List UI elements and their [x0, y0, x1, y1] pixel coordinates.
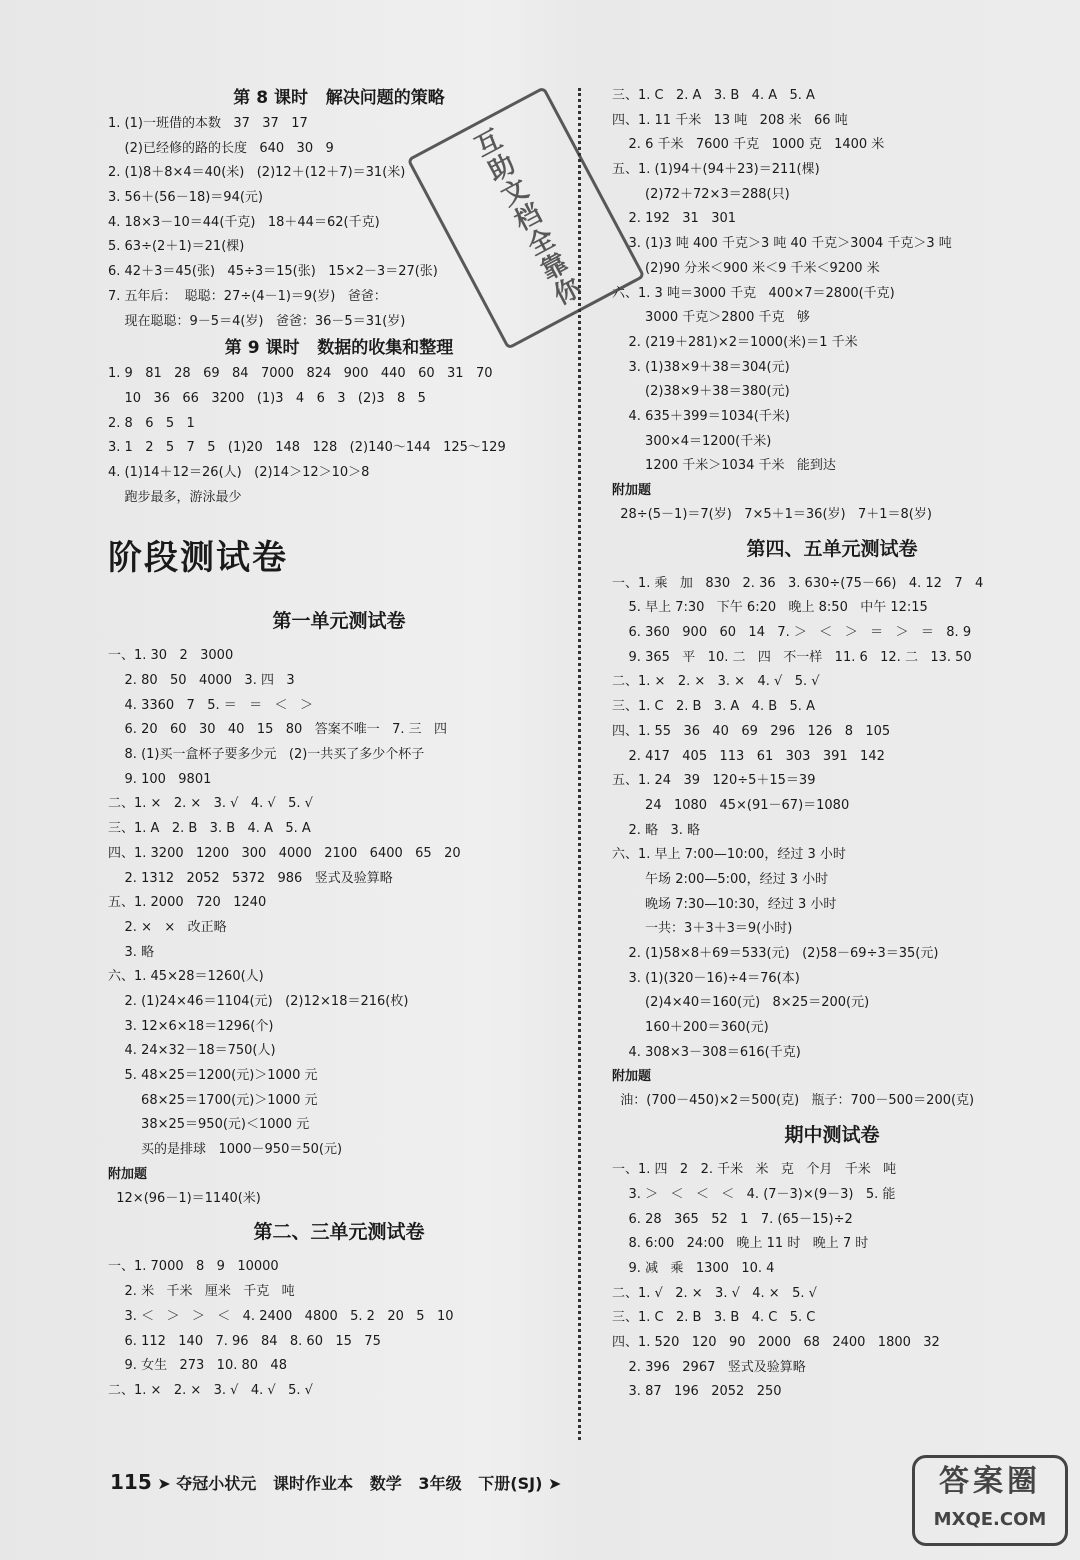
watermark-stamp: 互助文档全靠你 — [406, 86, 645, 350]
answer-line: 晚场 7:30—10:30，经过 3 小时 — [612, 896, 837, 912]
answer-line: 3. ＜ ＞ ＞ ＜ 4. 2400 4800 5. 2 20 5 10 — [108, 1308, 454, 1324]
answer-line: 1. 9 81 28 69 84 7000 824 900 440 60 31 70 — [108, 366, 493, 382]
answer-line: 3. 1 2 5 7 5 (1)20 148 128 (2)140～144 125～129 — [108, 440, 506, 456]
answer-line: 2. 1312 2052 5372 986 竖式及验算略 — [108, 870, 393, 886]
answer-line: 2. 8 6 5 1 — [108, 415, 195, 431]
answer-line: 2. (219＋281)×2＝1000(米)＝1 千米 — [612, 334, 858, 350]
lesson9-answers — [108, 362, 570, 510]
answer-line: 四、1. 55 36 40 69 296 126 8 105 — [612, 723, 891, 739]
answer-line: 3. (1)(320－16)÷4＝76(本) — [612, 970, 800, 986]
answer-line: 7. 五年后： 聪聪：27÷(4－1)＝9(岁) 爸爸： — [108, 288, 387, 304]
unit1-extra-label: 附加题 — [108, 1166, 148, 1182]
answer-line: 9. 365 平 10. 二 四 不一样 11. 6 12. 二 13. 50 — [612, 649, 972, 665]
answer-line: 9. 100 9801 — [108, 771, 212, 787]
answer-line: 2. × × 改正略 — [108, 919, 227, 935]
midterm-answers — [612, 1158, 1052, 1405]
answer-line: 二、1. × 2. × 3. √ 4. √ 5. √ — [108, 1382, 313, 1398]
answer-line: 10 36 66 3200 (1)3 4 6 3 (2)3 8 5 — [108, 390, 426, 406]
answer-line: 4. 308×3－308＝616(千克) — [612, 1044, 801, 1060]
book-title: ➤ 夺冠小状元 课时作业本 数学 3年级 下册(SJ) ➤ — [151, 1474, 562, 1493]
answer-line: 六、1. 45×28＝1260(人) — [108, 969, 264, 985]
answer-line: 3. 略 — [108, 944, 155, 960]
answer-line: 5. 63÷(2＋1)＝21(棵) — [108, 239, 245, 255]
answer-line: 2. 略 3. 略 — [612, 822, 700, 838]
answer-line: 2. 417 405 113 61 303 391 142 — [612, 748, 885, 764]
answer-line: 4. 18×3－10＝44(千克) 18＋44＝62(千克) — [108, 214, 380, 230]
answer-line: 4. 635＋399＝1034(千米) — [612, 408, 790, 424]
answer-line: 4. 3360 7 5. ＝ ＝ ＜ ＞ — [108, 697, 313, 713]
answer-line: 1. (1)一班借的本数 37 37 17 — [108, 116, 308, 131]
answer-line: 8. (1)买一盒杯子要多少元 (2)一共买了多少个杯子 — [108, 747, 425, 763]
answer-line: 2. 396 2967 竖式及验算略 — [612, 1359, 806, 1375]
unit45-title: 第四、五单元测试卷 — [746, 537, 918, 560]
answer-line: 24 1080 45×(91－67)＝1080 — [612, 797, 850, 813]
answer-line: 300×4＝1200(千米) — [612, 433, 772, 449]
midterm-title: 期中测试卷 — [784, 1124, 880, 1147]
answer-line: 二、1. × 2. × 3. × 4. √ 5. √ — [612, 674, 820, 690]
answer-line: 3. 56＋(56－18)＝94(元) — [108, 190, 263, 206]
answer-line: 9. 减 乘 1300 10. 4 — [612, 1260, 775, 1276]
answer-line: 六、1. 3 吨＝3000 千克 400×7＝2800(千克) — [612, 285, 895, 301]
answer-line: 二、1. × 2. × 3. √ 4. √ 5. √ — [108, 796, 313, 812]
unit23-continued — [612, 84, 1052, 479]
answer-line: 2. 80 50 4000 3. 四 3 — [108, 673, 295, 688]
answer-line: 三、1. C 2. B 3. A 4. B 5. A — [612, 699, 815, 715]
unit45-answers — [612, 572, 1052, 1066]
answer-line: (2)38×9＋38＝380(元) — [612, 384, 790, 400]
answer-line: 3. ＞ ＜ ＜ ＜ 4. (7－3)×(9－3) 5. 能 — [612, 1186, 896, 1202]
answer-line: 五、1. 2000 720 1240 — [108, 895, 267, 911]
answer-line: 3. (1)38×9＋38＝304(元) — [612, 359, 790, 375]
unit45-extra-label: 附加题 — [612, 1069, 652, 1085]
answer-line: 四、1. 520 120 90 2000 68 2400 1800 32 — [612, 1334, 940, 1350]
answer-line: 跑步最多，游泳最少 — [108, 489, 242, 505]
answer-line: (2)已经修的路的长度 640 30 9 — [108, 140, 334, 156]
unit23-extra: 28÷(5－1)＝7(岁) 7×5＋1＝36(岁) 7＋1＝8(岁) — [612, 507, 932, 522]
answer-line: 4. 24×32－18＝750(人) — [108, 1043, 276, 1059]
stage-test-title: 阶段测试卷 — [108, 538, 288, 579]
answer-line: 2. (1)8＋8×4＝40(米) (2)12＋(12＋7)＝31(米) — [108, 165, 406, 181]
answer-line: 2. 6 千米 7600 千克 1000 克 1400 米 — [612, 137, 885, 153]
answer-line: 2. (1)24×46＝1104(元) (2)12×18＝216(枚) — [108, 993, 409, 1009]
answer-line: 6. 42＋3＝45(张) 45÷3＝15(张) 15×2－3＝27(张) — [108, 264, 438, 280]
answer-line: 四、1. 11 千米 13 吨 208 米 66 吨 — [612, 112, 848, 128]
answer-line: 三、1. C 2. B 3. B 4. C 5. C — [612, 1310, 816, 1326]
answer-line: 38×25＝950(元)＜1000 元 — [108, 1117, 310, 1133]
answer-line: 68×25＝1700(元)＞1000 元 — [108, 1092, 318, 1108]
answer-line: 6. 20 60 30 40 15 80 答案不唯一 7. 三 四 — [108, 722, 448, 738]
answer-line: 160＋200＝360(元) — [612, 1020, 769, 1036]
site-logo — [912, 1455, 1068, 1546]
unit23-answers — [108, 1255, 570, 1403]
answer-line: 2. 192 31 301 — [612, 211, 737, 227]
lesson8-title: 第 8 课时 解决问题的策略 — [233, 88, 445, 108]
page-number: 115 — [110, 1470, 152, 1494]
answer-line: 6. 360 900 60 14 7. ＞ ＜ ＞ ＝ ＞ ＝ 8. 9 — [612, 625, 972, 641]
answer-line: 3. 12×6×18＝1296(个) — [108, 1018, 274, 1034]
unit1-extra: 12×(96－1)＝1140(米) — [108, 1190, 261, 1206]
answer-line: 2. 米 千米 厘米 千克 吨 — [108, 1284, 295, 1300]
answer-line: 3000 千克＞2800 千克 够 — [612, 310, 810, 326]
logo-text: 答案圈 — [939, 1464, 1041, 1499]
answer-line: (2)4×40＝160(元) 8×25＝200(元) — [612, 995, 870, 1011]
answer-line: 五、1. (1)94＋(94＋23)＝211(棵) — [612, 162, 820, 178]
answer-line: 六、1. 早上 7:00—10:00，经过 3 小时 — [612, 847, 846, 863]
answer-line: (2)90 分米＜900 米＜9 千米＜9200 米 — [612, 260, 880, 276]
answer-line: 五、1. 24 39 120÷5＋15＝39 — [612, 773, 816, 789]
answer-line: 午场 2:00—5:00，经过 3 小时 — [612, 871, 829, 887]
answer-line: 1200 千米＞1034 千米 能到达 — [612, 458, 836, 474]
answer-line: 一、1. 30 2 3000 — [108, 648, 234, 664]
answer-line: 一、1. 乘 加 830 2. 36 3. 630÷(75－66) 4. 12 7 4 — [612, 575, 984, 591]
unit1-title: 第一单元测试卷 — [272, 610, 406, 633]
answer-line: 9. 女生 273 10. 80 48 — [108, 1358, 287, 1374]
answer-line: 3. (1)3 吨 400 千克＞3 吨 40 千克＞3004 千克＞3 吨 — [612, 236, 952, 252]
answer-line: 4. (1)14＋12＝26(人) (2)14＞12＞10＞8 — [108, 464, 370, 480]
answer-line: 一共：3＋3＋3＝9(小时) — [612, 921, 793, 937]
answer-line: 买的是排球 1000－950＝50(元) — [108, 1142, 343, 1158]
answer-line: 二、1. √ 2. × 3. √ 4. × 5. √ — [612, 1285, 817, 1301]
right-column — [612, 84, 1052, 1405]
answer-line: 8. 6:00 24:00 晚上 11 时 晚上 7 时 — [612, 1236, 869, 1252]
answer-line: 一、1. 四 2 2. 千米 米 克 个月 千米 吨 — [612, 1162, 897, 1178]
answer-line: 一、1. 7000 8 9 10000 — [108, 1259, 279, 1275]
answer-line: 6. 112 140 7. 96 84 8. 60 15 75 — [108, 1333, 381, 1349]
unit23-extra-label: 附加题 — [612, 483, 652, 498]
lesson9-title: 第 9 课时 数据的收集和整理 — [224, 338, 454, 359]
answer-line: 现在聪聪：9－5＝4(岁) 爸爸：36－5＝31(岁) — [108, 313, 406, 329]
answer-line: 三、1. C 2. A 3. B 4. A 5. A — [612, 88, 815, 103]
answer-line: (2)72＋72×3＝288(只) — [612, 186, 790, 202]
answer-line: 2. (1)58×8＋69＝533(元) (2)58－69÷3＝35(元) — [612, 946, 939, 961]
unit45-extra: 油：(700－450)×2＝500(克) 瓶子：700－500＝200(克) — [612, 1093, 975, 1109]
answer-line: 5. 48×25＝1200(元)＞1000 元 — [108, 1068, 318, 1083]
answer-line: 3. 87 196 2052 250 — [612, 1384, 782, 1400]
answer-line: 6. 28 365 52 1 7. (65－15)÷2 — [612, 1211, 853, 1227]
logo-url: MXQE.COM — [933, 1509, 1047, 1530]
unit1-answers — [108, 644, 570, 1162]
page-footer — [110, 1470, 561, 1494]
answer-line: 四、1. 3200 1200 300 4000 2100 6400 65 20 — [108, 845, 461, 861]
unit23-title: 第二、三单元测试卷 — [253, 1221, 425, 1244]
answer-line: 三、1. A 2. B 3. B 4. A 5. A — [108, 821, 311, 837]
answer-line: 5. 早上 7:30 下午 6:20 晚上 8:50 中午 12:15 — [612, 600, 928, 616]
